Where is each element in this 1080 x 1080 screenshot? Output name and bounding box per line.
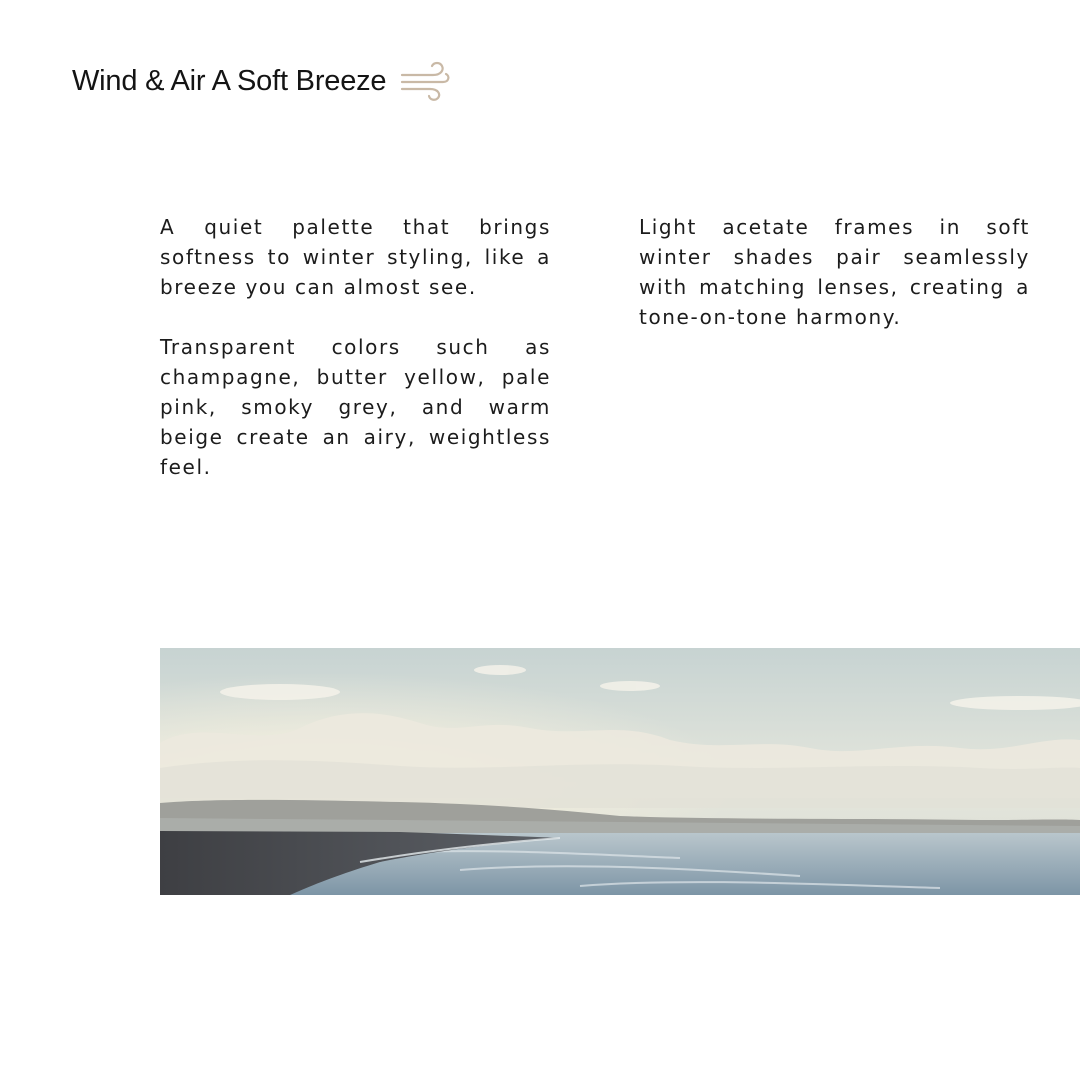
left-text-column	[160, 212, 551, 512]
right-text-column	[639, 212, 1030, 362]
page-header	[72, 56, 450, 106]
right-paragraph-1: Light acetate frames in soft winter shades pair seamlessly with matching lenses, creating a tone-on-tone harmony.	[639, 215, 1030, 329]
left-paragraph-1: A quiet palette that brings softness to winter styling, like a breeze you can almost see.	[160, 215, 551, 299]
page-title: Wind & Air A Soft Breeze	[72, 64, 387, 97]
seascape-photo	[160, 648, 1080, 895]
wind-icon	[400, 60, 450, 102]
left-paragraph-2: Transparent colors such as champagne, butter yellow, pale pink, smoky grey, and warm beige create an airy, weightless feel.	[160, 335, 551, 479]
